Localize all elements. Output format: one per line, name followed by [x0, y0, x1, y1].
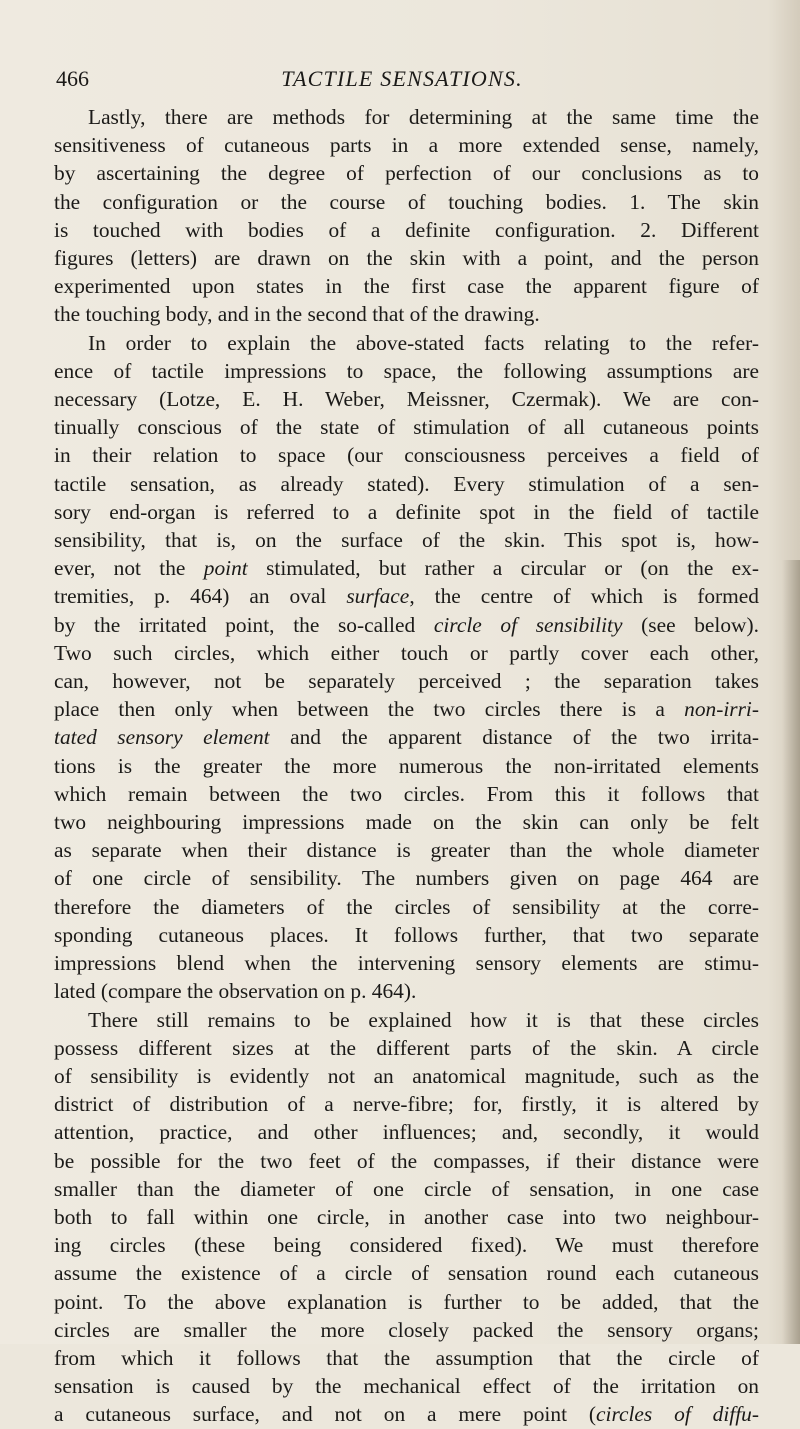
text-line: point. To the above explanation is further to be added, that the — [54, 1289, 759, 1314]
text-line: which remain between the two circles. From this it follows that — [54, 781, 759, 806]
text-line: from which it follows that the assumption that the circle of — [54, 1345, 759, 1370]
text-line: sensibility, that is, on the surface of the skin. This spot is, how- — [54, 528, 759, 553]
italic-term: surface — [346, 584, 410, 609]
text-line: be possible for the two feet of the compasses, if their distance were — [54, 1148, 759, 1173]
text-line: by ascertaining the degree of perfection of our conclusions as to — [54, 161, 759, 186]
text-line: circles are smaller the more closely packed the sensory organs; — [54, 1317, 759, 1342]
text-line: necessary (Lotze, E. H. Weber, Meissner, Czermak). We are con- — [54, 387, 759, 412]
body-text — [54, 103, 759, 1429]
text-segment: by the irritated point, the so-called — [54, 612, 434, 637]
text-line — [54, 611, 759, 639]
text-line: is touched with bodies of a definite configuration. 2. Different — [54, 217, 759, 242]
italic-term: non-irri- — [684, 697, 759, 722]
text-line — [54, 554, 759, 582]
text-line: therefore the diameters of the circles of sensibility at the corre- — [54, 894, 759, 919]
text-line: as separate when their distance is greater than the whole diameter — [54, 838, 759, 863]
text-segment: (see below). — [622, 612, 759, 637]
text-segment: , the centre of which is formed — [409, 584, 759, 609]
page-number: 466 — [56, 66, 89, 91]
text-line: experimented upon states in the first case the apparent figure of — [54, 274, 759, 299]
text-line — [54, 582, 759, 610]
text-segment: a cutaneous surface, and not on a mere point ( — [54, 1402, 597, 1427]
text-line: both to fall within one circle, in another case into two neighbour- — [54, 1204, 759, 1229]
text-line: possess different sizes at the different parts of the skin. A circle — [54, 1035, 759, 1060]
text-line: assume the existence of a circle of sensation round each cutaneous — [54, 1261, 759, 1286]
text-segment: tremities, p. 464) an oval — [54, 584, 347, 609]
text-segment: ever, not the — [54, 556, 204, 581]
text-line: the configuration or the course of touching bodies. 1. The skin — [54, 189, 759, 214]
text-line: Two such circles, which either touch or partly cover each other, — [54, 640, 759, 665]
page-edge-shadow — [782, 560, 800, 1344]
text-line — [54, 1400, 759, 1428]
text-line: the touching body, and in the second that of the drawing. — [54, 302, 540, 327]
text-line — [54, 723, 759, 751]
text-line: Lastly, there are methods for determining at the same time the — [88, 105, 759, 129]
text-line: tinually conscious of the state of stimulation of all cutaneous points — [54, 415, 759, 440]
text-line: tactile sensation, as already stated). Every stimulation of a sen- — [54, 471, 759, 496]
text-line: impressions blend when the intervening sensory elements are stimu- — [54, 951, 759, 976]
running-header — [52, 66, 752, 92]
italic-term: point — [203, 556, 248, 581]
text-line: sensitiveness of cutaneous parts in a more extended sense, namely, — [54, 133, 759, 158]
text-line: in their relation to space (our consciousness perceives a field of — [54, 443, 759, 468]
running-title: TACTILE SENSATIONS. — [281, 66, 523, 91]
text-segment: place then only when between the two circles there is a — [54, 697, 685, 722]
text-line — [54, 695, 759, 723]
italic-term: circles of diffu- — [596, 1402, 760, 1427]
text-segment: stimulated, but rather a circular or (on the ex- — [247, 556, 759, 581]
text-line: smaller than the diameter of one circle of sensation, in one case — [54, 1176, 759, 1201]
italic-term: circle of sensibility — [433, 612, 623, 637]
text-line: sponding cutaneous places. It follows further, that two separate — [54, 922, 759, 947]
text-line: can, however, not be separately perceived ; the separation takes — [54, 669, 759, 694]
text-line: In order to explain the above-stated facts relating to the refer- — [88, 330, 759, 355]
text-line: of one circle of sensibility. The numbers given on page 464 are — [54, 866, 759, 891]
text-line: two neighbouring impressions made on the skin can only be felt — [54, 810, 759, 835]
text-line: ence of tactile impressions to space, the following assumptions are — [54, 358, 759, 383]
text-line: lated (compare the observation on p. 464). — [54, 979, 417, 1004]
text-line: There still remains to be explained how it is that these circles — [88, 1007, 759, 1032]
text-line: tions is the greater the more numerous the non-irritated elements — [54, 753, 759, 778]
text-line: figures (letters) are drawn on the skin with a point, and the person — [54, 246, 759, 271]
text-line: ing circles (these being considered fixed). We must therefore — [54, 1233, 759, 1258]
italic-term: tated sensory element — [54, 725, 270, 750]
text-line: district of distribution of a nerve-fibre; for, firstly, it is altered by — [54, 1092, 759, 1117]
text-segment: and the apparent distance of the two irrita- — [269, 725, 759, 750]
text-line: of sensibility is evidently not an anatomical magnitude, such as the — [54, 1063, 759, 1088]
text-line: sory end-organ is referred to a definite spot in the field of tactile — [54, 499, 759, 524]
text-line: sensation is caused by the mechanical effect of the irritation on — [54, 1374, 759, 1399]
text-line: attention, practice, and other influences; and, secondly, it would — [54, 1120, 759, 1145]
